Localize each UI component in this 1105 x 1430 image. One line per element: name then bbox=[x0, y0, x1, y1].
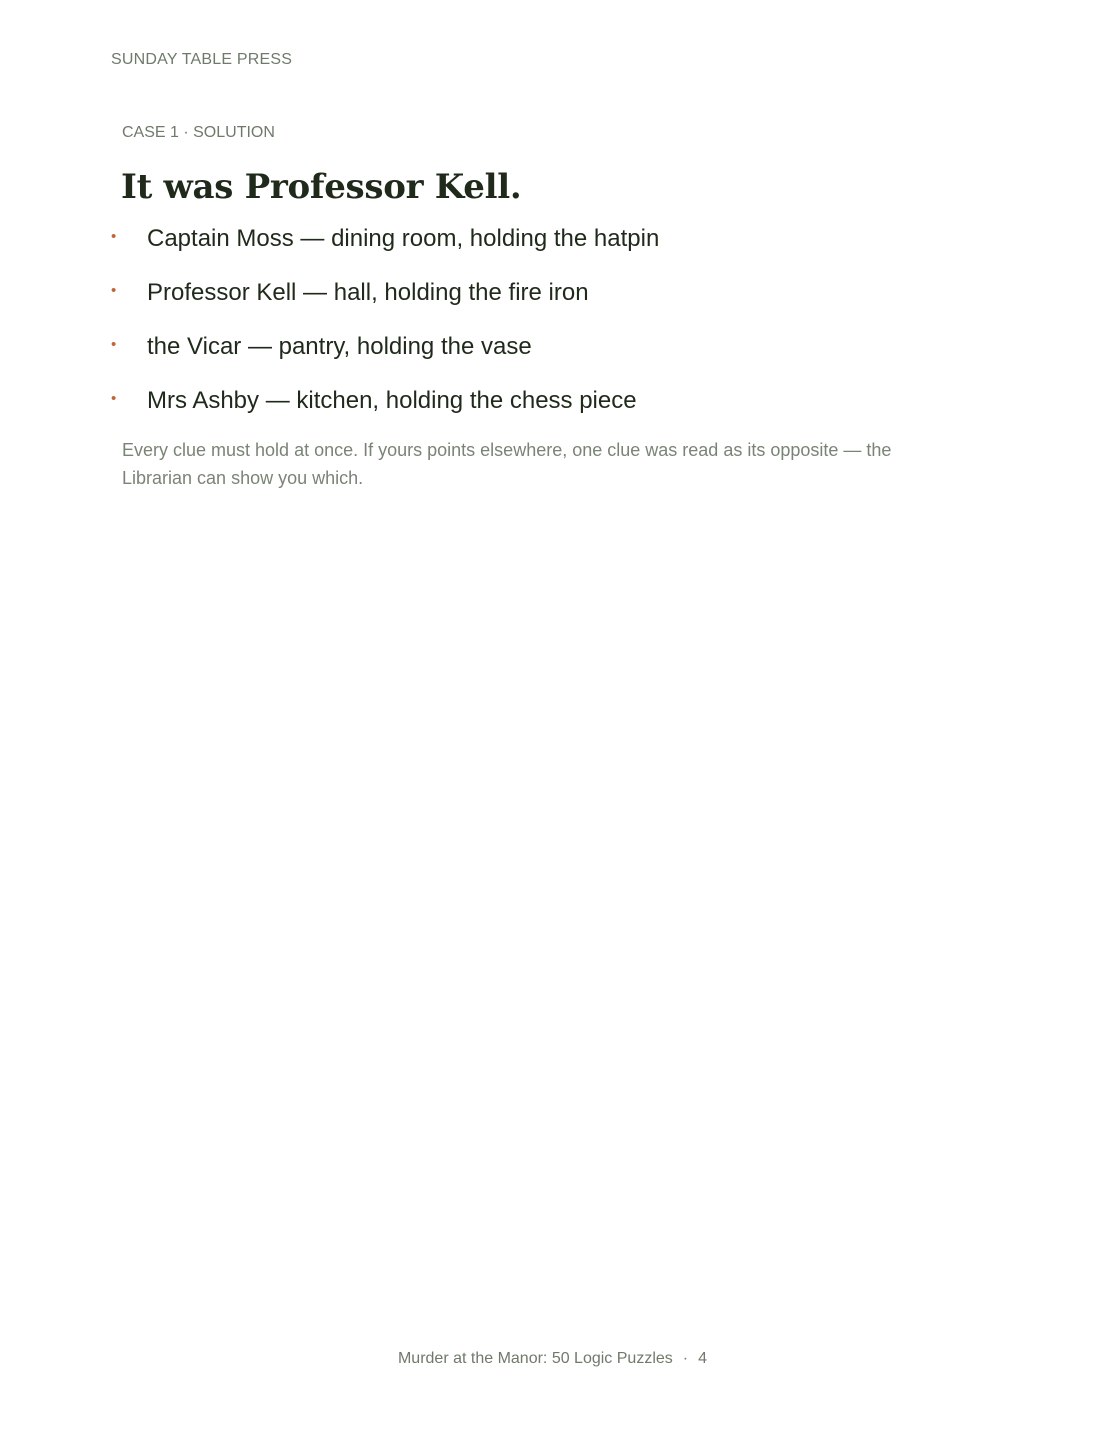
solution-note: Every clue must hold at once. If yours points elsewhere, one clue was read as its opposite — the Librarian can show you which. bbox=[122, 440, 892, 488]
page-number: 4 bbox=[698, 1350, 708, 1367]
bullet-icon: • bbox=[111, 390, 117, 407]
suspect-summary: Mrs Ashby — kitchen, holding the chess piece bbox=[147, 387, 637, 414]
page-footer bbox=[0, 1349, 1105, 1369]
suspect-summary: Professor Kell — hall, holding the fire iron bbox=[147, 279, 589, 306]
bullet-icon: • bbox=[111, 336, 117, 353]
suspect-summary: Captain Moss — dining room, holding the hatpin bbox=[147, 225, 660, 252]
solution-title: It was Professor Kell. bbox=[121, 167, 522, 207]
bullet-icon: • bbox=[111, 282, 117, 299]
bullet-icon: • bbox=[111, 228, 117, 245]
publisher-header: SUNDAY TABLE PRESS bbox=[111, 51, 293, 68]
suspect-summary: the Vicar — pantry, holding the vase bbox=[147, 333, 532, 360]
book-title: Murder at the Manor: 50 Logic Puzzles bbox=[397, 1350, 673, 1367]
case-kicker: CASE 1 · SOLUTION bbox=[122, 124, 275, 141]
footer-separator: · bbox=[682, 1350, 689, 1367]
